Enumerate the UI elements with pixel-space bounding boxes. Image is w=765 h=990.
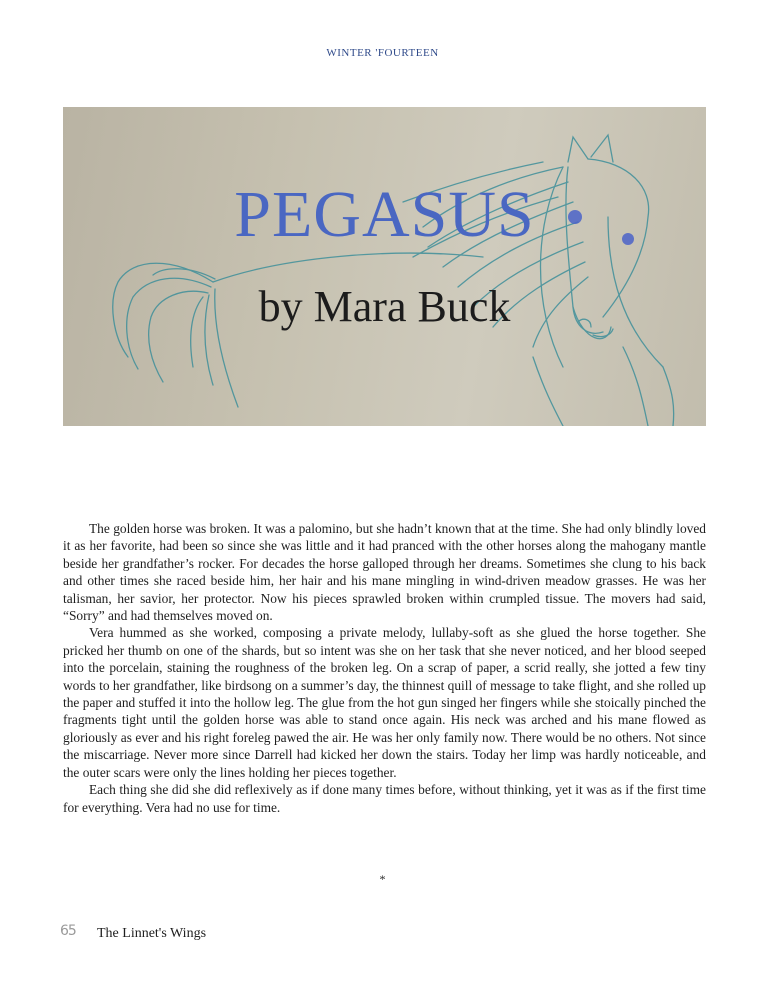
horse-sketch [63, 107, 706, 426]
magazine-name: The Linnet's Wings [97, 926, 207, 941]
title-artwork [63, 107, 706, 426]
running-head: WINTER 'FOURTEEN [326, 47, 439, 59]
page-number: 65 [60, 923, 76, 939]
scene-break: * [379, 872, 386, 886]
story-title: PEGASUS [234, 178, 535, 251]
paragraph: Vera hummed as she worked, composing a private melody, lullaby-soft as she glued the horse together. She pricked her thumb on one of the shards, but so intent was she on her task that she never noticed, and her blood seeped into the porcelain, staining the roughness of the broken leg. On a scrap of paper, a scrid really, she jotted a few tiny words to her grandfather, like birdsong on a summer’s day, the thinnest quill of message to take flight, and she rolled up the paper and stuffed it into the hollow leg. The glue from the hot gun singed her fingers while she stoically pinched the fragments tight until the golden horse was able to stand once again. His neck was arched and his mane flowed as gloriously as ever and his right foreleg pawed the air. He was her only family now. There would be no others. Not since the miscarriage. Never more since Darrell had kicked her down the stairs. Today her limp was hardly noticeable, and the outer scars were only the lines holding her pieces together. [63, 625, 706, 780]
paragraph: The golden horse was broken. It was a palomino, but she hadn’t known that at the time. She had only blindly loved it as her favorite, had been so since she was little and it had pranced with the other horses along the mahogany mantle beside her grandfather’s rocker. For decades the horse galloped through her dreams. Sometimes she clung to his back and other times she raced beside him, her hair and his mane mingling in wind-driven meadow grasses. He was her talisman, her savior, her protector. Now his pieces sprawled broken within crumpled tissue. The movers had said, “Sorry” and had themselves moved on. [63, 521, 706, 624]
story-body [63, 520, 706, 816]
author-byline: by Mara Buck [258, 282, 511, 331]
paragraph: Each thing she did she did reflexively as if done many times before, without thinking, yet it was as if the first time for everything. Vera had no use for time. [63, 782, 706, 815]
